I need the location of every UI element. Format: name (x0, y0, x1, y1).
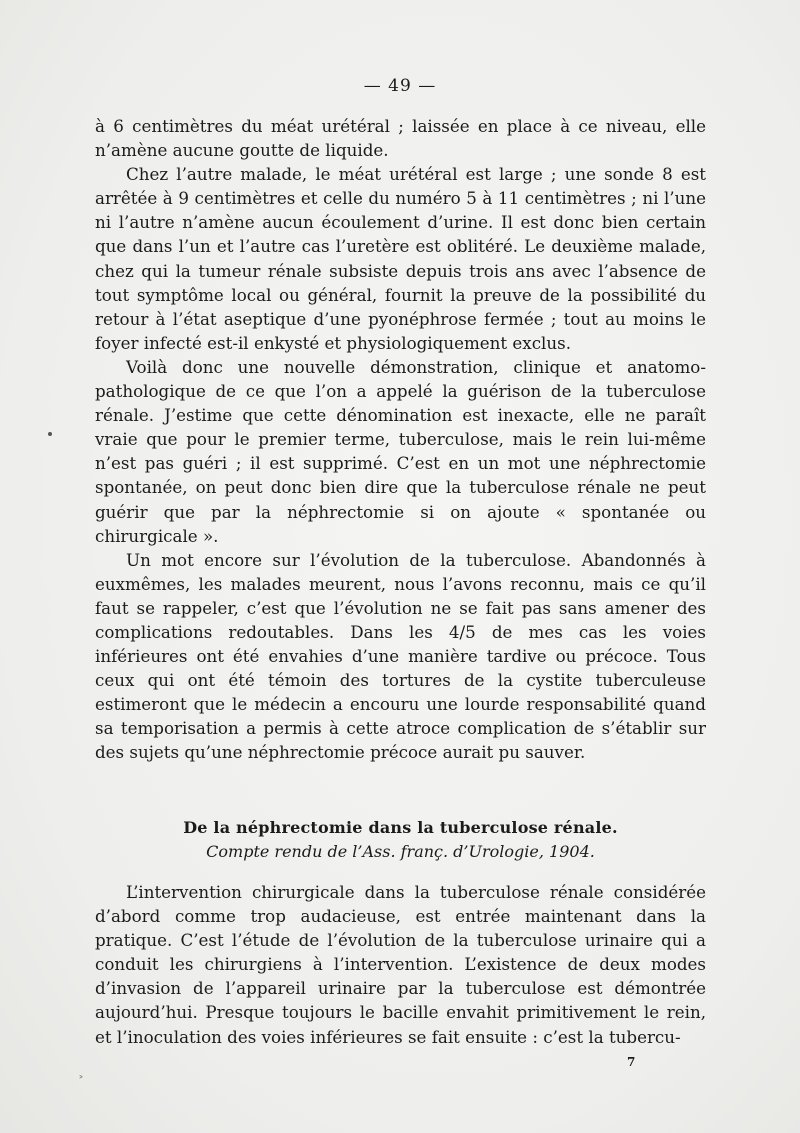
paragraph-ureter-findings: Chez l’autre malade, le méat urétéral est large ; une sonde 8 est arrêtée à 9 centimètres et celle du numéro 5 à 11 centimètres ; ni l’une ni l’autre n’amène aucun écoulement d’urine. Il est donc bien certain que dans l’un et l’autre cas l’uretère est oblitéré. Le deuxième malade, chez qui la tumeur rénale subsiste depuis trois ans avec l’absence de tout symptôme local ou général, fournit la preuve de la possibilité du retour à l’état aseptique d’une pyonéphrose fermée ; tout au moins le foyer infecté est-il enkysté et physiologiquement exclus. (95, 164, 706, 353)
margin-dot-decoration (48, 432, 52, 436)
text-block-lower (95, 880, 706, 1049)
section-heading (95, 816, 706, 864)
section-subtitle: Compte rendu de l’Ass. franç. d’Urologie, 1904. (206, 842, 595, 861)
signature-mark: 7 (627, 1055, 636, 1069)
section-title: De la néphrectomie dans la tuberculose rénale. (183, 818, 618, 837)
paragraph-spontaneous-nephrectomy: Voilà donc une nouvelle démonstration, clinique et anatomo-pathologique de ce que l’on a appelé la guérison de la tuberculose rénale. J’estime que cette dénomination est inexacte, elle ne paraît vraie que pour le premier terme, tuberculose, mais le rein lui-même n’est pas guéri ; il est supprimé. C’est en un mot une néphrectomie spontanée, on peut donc bien dire que la tuberculose rénale ne peut guérir que par la néphrectomie si on ajoute « spontanée ou chirurgicale ». (95, 356, 706, 546)
text-block-upper (95, 114, 706, 765)
margin-tick-decoration: ˃ (78, 1074, 84, 1088)
paragraph-evolution: Un mot encore sur l’évolution de la tuberculose. Abandonnés à euxmêmes, les malades meurent, nous l’avons reconnu, mais ce qu’il faut se rappeler, c’est que l’évolution ne se fait pas sans amener des complications redoutables. Dans les 4/5 de mes cas les voies inférieures ont été envahies d’une manière tardive ou précoce. Tous ceux qui ont été témoin des tortures de la cystite tuberculeuse estimeront que le médecin a encouru une lourde responsabilité quand sa temporisation a permis à cette atroce complication de s’établir sur des sujets qu’une néphrectomie précoce aurait pu sauver. (95, 549, 706, 763)
page-number: — 49 — (363, 76, 437, 96)
paragraph-continuation: à 6 centimètres du méat urétéral ; laissée en place à ce niveau, elle n’amène aucune goutte de liquide. (95, 116, 706, 161)
paragraph-intervention: L’intervention chirurgicale dans la tuberculose rénale considérée d’abord comme trop audacieuse, est entrée maintenant dans la pratique. C’est l’étude de l’évolution de la tuberculose urinaire qui a conduit les chirurgiens à l’intervention. L’existence de deux modes d’invasion de l’appareil urinaire par la tuberculose est démontrée aujourd’hui. Presque toujours le bacille envahit primitivement le rein, et l’inoculation des voies inférieures se fait ensuite : c’est la tubercu- (95, 882, 706, 1047)
